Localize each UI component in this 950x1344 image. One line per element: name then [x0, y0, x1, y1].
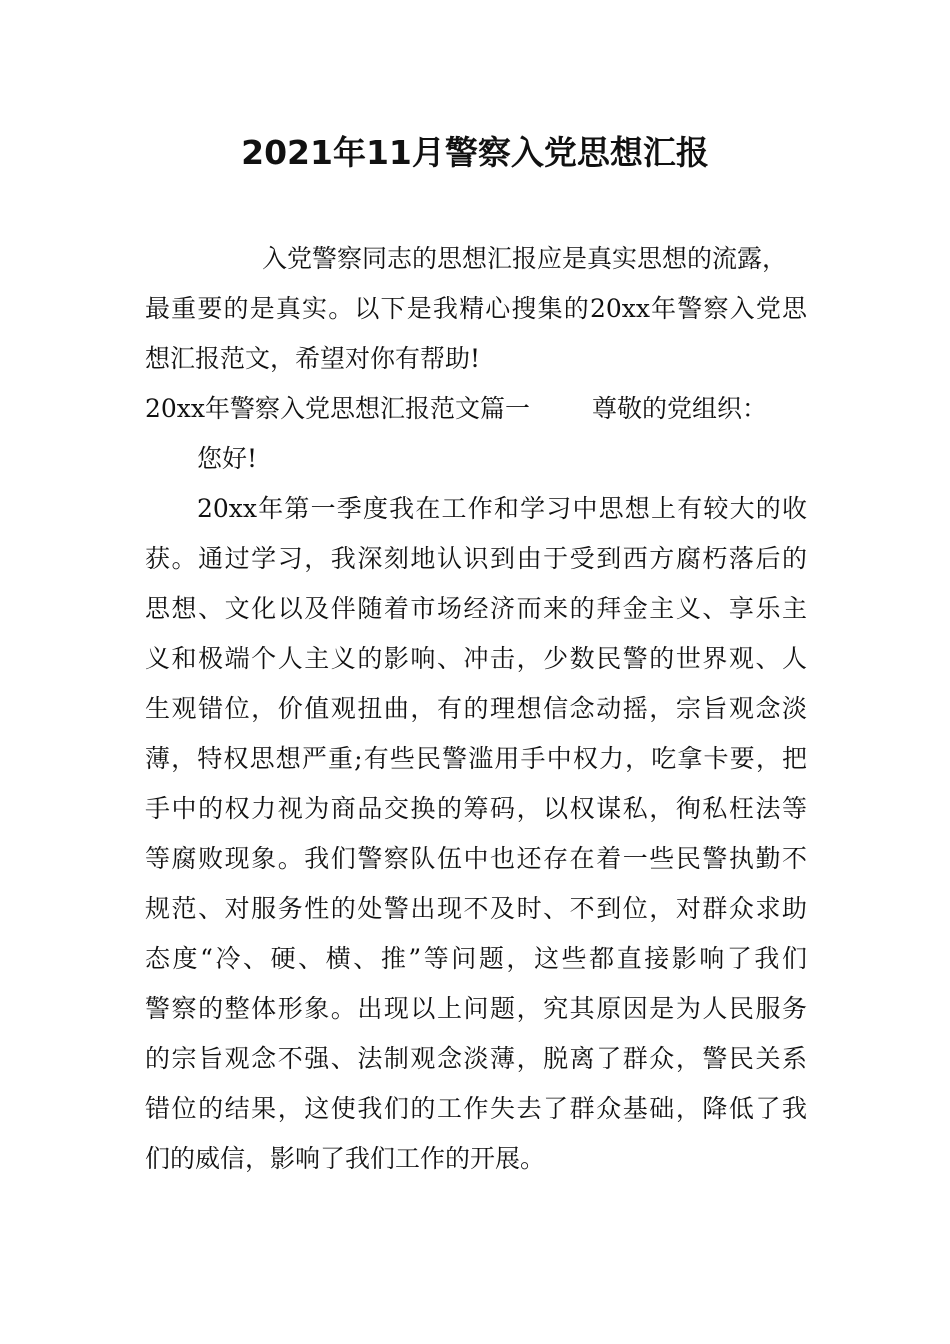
section-heading: 20xx年警察入党思想汇报范文篇一 — [145, 394, 531, 423]
intro-line-3: 想汇报范文，希望对你有帮助! — [145, 344, 481, 373]
body-line: 态度“冷、硬、横、推”等问题，这些都直接影响了我们 — [145, 944, 807, 973]
body-line: 义和极端个人主义的影响、冲击，少数民警的世界观、人 — [145, 644, 807, 673]
body-line: 生观错位，价值观扭曲，有的理想信念动摇，宗旨观念淡 — [145, 694, 807, 723]
body-line: 手中的权力视为商品交换的筹码，以权谋私，徇私枉法等 — [145, 794, 807, 823]
section-heading-row — [145, 384, 807, 434]
body-line: 获。通过学习，我深刻地认识到由于受到西方腐朽落后的 — [145, 544, 807, 573]
salutation: 尊敬的党组织： — [592, 394, 768, 423]
body-line: 的宗旨观念不强、法制观念淡薄，脱离了群众，警民关系 — [145, 1044, 807, 1073]
greeting: 您好! — [197, 444, 258, 473]
intro-line-2: 最重要的是真实。以下是我精心搜集的20xx年警察入党思 — [145, 294, 807, 323]
body-line: 思想、文化以及伴随着市场经济而来的拜金主义、享乐主 — [145, 594, 807, 623]
body-line: 等腐败现象。我们警察队伍中也还存在着一些民警执勤不 — [145, 844, 807, 873]
body-line: 20xx年第一季度我在工作和学习中思想上有较大的收 — [197, 494, 807, 523]
body-line: 警察的整体形象。出现以上问题，究其原因是为人民服务 — [145, 994, 807, 1023]
body-line: 规范、对服务性的处警出现不及时、不到位，对群众求助 — [145, 894, 807, 923]
body-line: 薄，特权思想严重;有些民警滥用手中权力，吃拿卡要，把 — [145, 744, 807, 773]
body-line: 错位的结果，这使我们的工作失去了群众基础，降低了我 — [145, 1094, 807, 1123]
intro-line-1: 入党警察同志的思想汇报应是真实思想的流露， — [262, 244, 788, 273]
body-line: 们的威信，影响了我们工作的开展。 — [145, 1144, 546, 1173]
document-title: 2021年11月警察入党思想汇报 — [241, 133, 709, 172]
